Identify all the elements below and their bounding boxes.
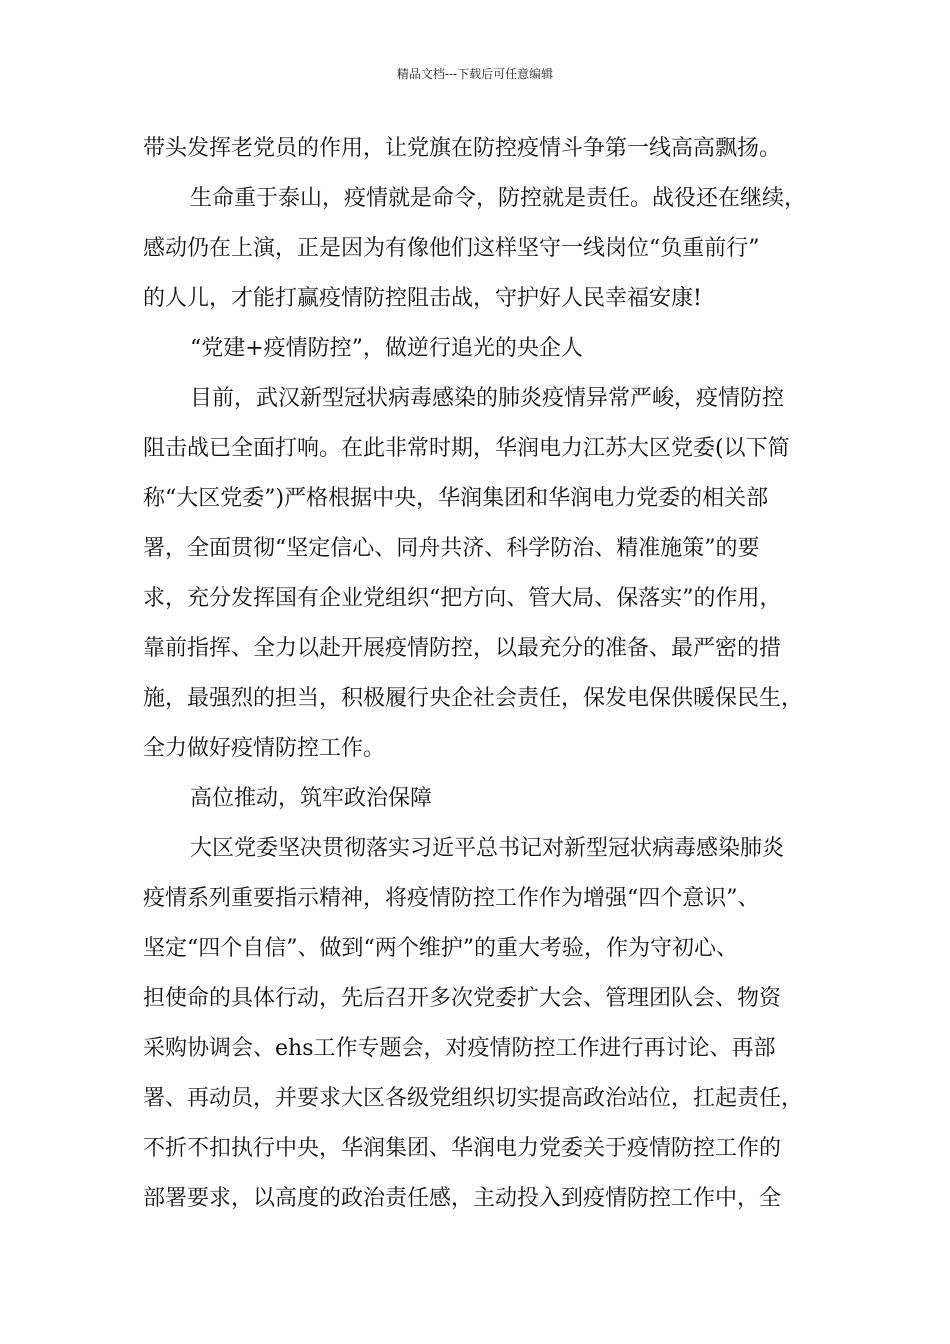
document-body <box>143 124 823 1224</box>
text-line: 带头发挥老党员的作用，让党旗在防控疫情斗争第一线高高飘扬。 <box>143 136 782 161</box>
page-header: 精品文档---下载后可任意编辑 <box>396 67 554 81</box>
text-line: 坚定“四个自信”、做到“两个维护”的重大考验，作为守初心、 <box>143 936 738 961</box>
text-line: 称“大区党委”)严格根据中央，华润集团和华润电力党委的相关部 <box>143 486 769 511</box>
text-line: 疫情系列重要指示精神，将疫情防控工作作为增强“四个意识”、 <box>143 886 760 911</box>
text-line: 署，全面贯彻“坚定信心、同舟共济、科学防治、精准施策”的要 <box>143 536 760 561</box>
text-line: 大区党委坚决贯彻落实习近平总书记对新型冠状病毒感染肺炎 <box>190 836 785 861</box>
text-line: 署、再动员，并要求大区各级党组织切实提高政治站位，扛起责任， <box>143 1086 804 1111</box>
text-line: 不折不扣执行中央，华润集团、华润电力党委关于疫情防控工作的 <box>143 1136 782 1161</box>
text-line: 的人儿，才能打赢疫情防控阻击战，守护好人民幸福安康! <box>143 286 702 311</box>
text-line: 求，充分发挥国有企业党组织“把方向、管大局、保落实”的作用， <box>143 586 782 611</box>
section-heading: “党建+疫情防控”，做逆行追光的央企人 <box>190 336 583 361</box>
text-line: 目前，武汉新型冠状病毒感染的肺炎疫情异常严峻，疫情防控 <box>190 386 785 411</box>
text-line: 采购协调会、ehs工作专题会，对疫情防控工作进行再讨论、再部 <box>143 1036 776 1061</box>
text-line: 阻击战已全面打响。在此非常时期，华润电力江苏大区党委(以下简 <box>143 436 790 461</box>
text-line: 担使命的具体行动，先后召开多次党委扩大会、管理团队会、物资 <box>143 986 782 1011</box>
text-line: 施，最强烈的担当，积极履行央企社会责任，保发电保供暖保民生， <box>143 686 804 711</box>
text-line: 感动仍在上演，正是因为有像他们这样坚守一线岗位“负重前行” <box>143 236 760 261</box>
section-heading: 高位推动，筑牢政治保障 <box>190 786 433 811</box>
text-line: 生命重于泰山，疫情就是命令，防控就是责任。战役还在继续， <box>190 186 807 211</box>
text-line: 全力做好疫情防控工作。 <box>143 736 386 761</box>
text-line: 靠前指挥、全力以赴开展疫情防控，以最充分的准备、最严密的措 <box>143 636 782 661</box>
text-line: 部署要求，以高度的政治责任感，主动投入到疫情防控工作中，全 <box>143 1186 782 1211</box>
